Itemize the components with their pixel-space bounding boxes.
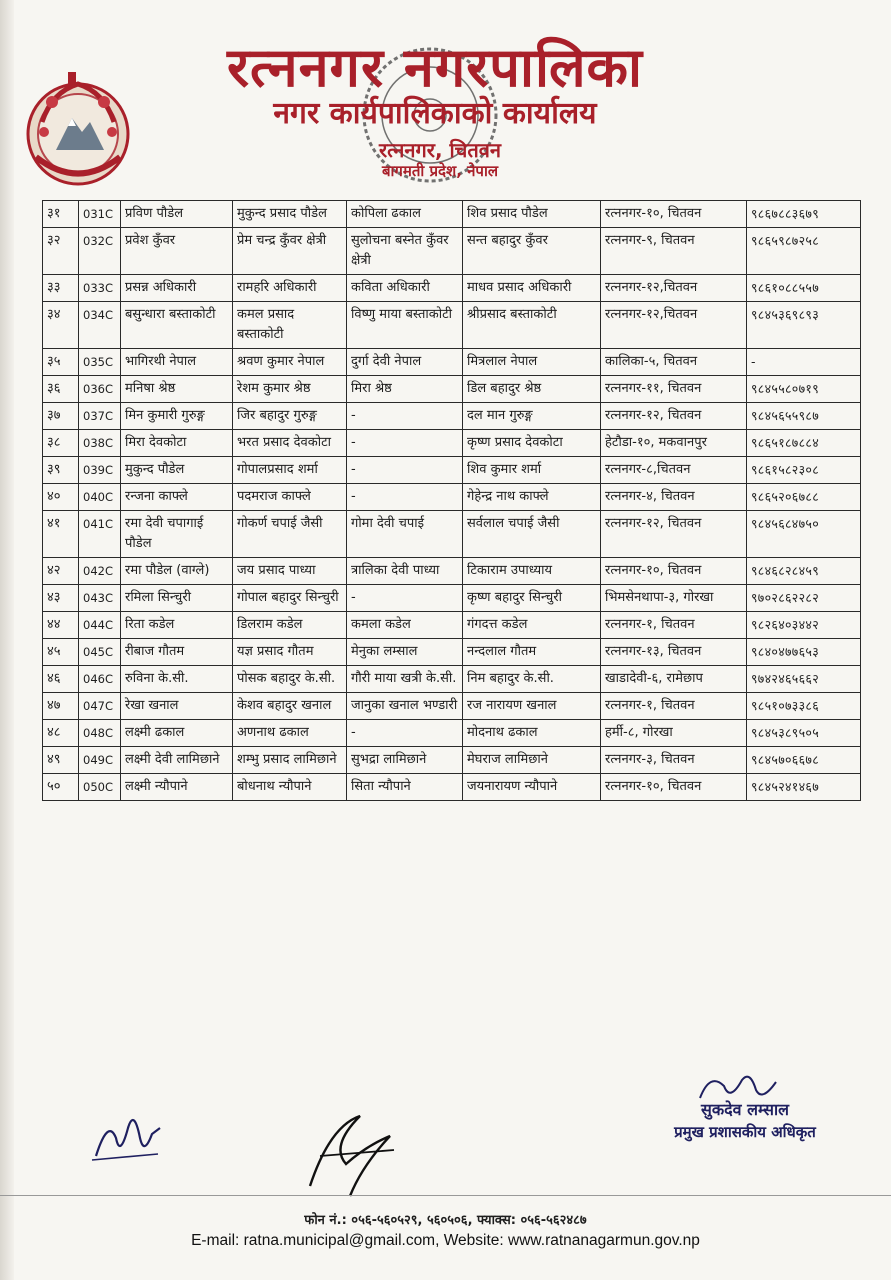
phone-number-cell: ९७०२८६२२८२: [747, 585, 861, 612]
phone-number-cell: ९८४५६५५९८७: [747, 403, 861, 430]
mother-name-cell: सुलोचना बस्नेत कुँवर क्षेत्री: [347, 228, 463, 275]
applicant-name-cell: रमिला सिन्चुरी: [121, 585, 233, 612]
address-cell: रत्ननगर-११, चितवन: [601, 376, 747, 403]
address-cell: रत्ननगर-१०, चितवन: [601, 201, 747, 228]
applicant-name-cell: रुविना के.सी.: [121, 666, 233, 693]
grandfather-name-cell: शिव प्रसाद पौडेल: [463, 201, 601, 228]
table-row: [43, 275, 861, 302]
grandfather-name-cell: गेहेन्द्र नाथ काफ्ले: [463, 484, 601, 511]
serial-number-cell: ४६: [43, 666, 79, 693]
applicant-name-cell: रेखा खनाल: [121, 693, 233, 720]
mother-name-cell: -: [347, 457, 463, 484]
mother-name-cell: मिरा श्रेष्ठ: [347, 376, 463, 403]
applicant-roster-table: [42, 200, 861, 801]
father-name-cell: यज्ञ प्रसाद गौतम: [233, 639, 347, 666]
applicant-code-cell: 037C: [79, 403, 121, 430]
father-name-cell: जय प्रसाद पाध्या: [233, 558, 347, 585]
serial-number-cell: ४२: [43, 558, 79, 585]
applicant-code-cell: 046C: [79, 666, 121, 693]
table-row: [43, 484, 861, 511]
serial-number-cell: ३३: [43, 275, 79, 302]
phone-number-cell: ९८६१०८८५५७: [747, 275, 861, 302]
grandfather-name-cell: जयनारायण न्यौपाने: [463, 774, 601, 801]
table-row: [43, 558, 861, 585]
applicant-code-cell: 047C: [79, 693, 121, 720]
grandfather-name-cell: टिकाराम उपाध्याय: [463, 558, 601, 585]
phone-number-cell: ९८६५१८७८८४: [747, 430, 861, 457]
officer-name: सुकदेव लम्साल: [701, 1100, 789, 1119]
applicant-code-cell: 032C: [79, 228, 121, 275]
table-row: [43, 376, 861, 403]
address-cell: रत्ननगर-८,चितवन: [601, 457, 747, 484]
phone-number-cell: ९८४५२४१४६७: [747, 774, 861, 801]
father-name-cell: बोधनाथ न्यौपाने: [233, 774, 347, 801]
grandfather-name-cell: कृष्ण प्रसाद देवकोटा: [463, 430, 601, 457]
table-row: [43, 693, 861, 720]
grandfather-name-cell: सर्वलाल चपाई जैसी: [463, 511, 601, 558]
mother-name-cell: त्रालिका देवी पाध्या: [347, 558, 463, 585]
serial-number-cell: ३५: [43, 349, 79, 376]
father-name-cell: मुकुन्द प्रसाद पौडेल: [233, 201, 347, 228]
serial-number-cell: ५०: [43, 774, 79, 801]
father-name-cell: पदमराज काफ्ले: [233, 484, 347, 511]
address-cell: हेटौडा-१०, मकवानपुर: [601, 430, 747, 457]
address-cell: हर्मी-८, गोरखा: [601, 720, 747, 747]
applicant-code-cell: 033C: [79, 275, 121, 302]
officer-title: प्रमुख प्रशासकीय अधिकृत: [674, 1123, 816, 1141]
father-name-cell: डिलराम कडेल: [233, 612, 347, 639]
address-cell: रत्ननगर-१०, चितवन: [601, 558, 747, 585]
address-cell: भिमसेनथापा-३, गोरखा: [601, 585, 747, 612]
mother-name-cell: कमला कडेल: [347, 612, 463, 639]
father-name-cell: गोपाल बहादुर सिन्चुरी: [233, 585, 347, 612]
grandfather-name-cell: माधव प्रसाद अधिकारी: [463, 275, 601, 302]
father-name-cell: श्रवण कुमार नेपाल: [233, 349, 347, 376]
footer-phone-fax: फोन नं.: ०५६-५६०५२९, ५६०५०६, फ्याक्स: ०५६-५६२४८७: [304, 1213, 587, 1228]
applicant-code-cell: 048C: [79, 720, 121, 747]
address-cell: खाडादेवी-६, रामेछाप: [601, 666, 747, 693]
applicant-code-cell: 043C: [79, 585, 121, 612]
mother-name-cell: -: [347, 720, 463, 747]
mother-name-cell: -: [347, 403, 463, 430]
applicant-code-cell: 044C: [79, 612, 121, 639]
applicant-name-cell: मनिषा श्रेष्ठ: [121, 376, 233, 403]
serial-number-cell: ३८: [43, 430, 79, 457]
mother-name-cell: गौरी माया खत्री के.सी.: [347, 666, 463, 693]
mother-name-cell: -: [347, 484, 463, 511]
serial-number-cell: ३२: [43, 228, 79, 275]
municipality-title: रत्ननगर नगरपालिका: [226, 36, 644, 99]
phone-number-cell: ९८४६८२८४५९: [747, 558, 861, 585]
father-name-cell: गोकर्ण चपाई जैसी: [233, 511, 347, 558]
phone-number-cell: ९८४५६८४७५०: [747, 511, 861, 558]
footer-divider: [0, 1195, 891, 1196]
office-subtitle: नगर कार्यपालिकाको कार्यालय: [273, 96, 597, 131]
table-row: [43, 457, 861, 484]
father-name-cell: रामहरि अधिकारी: [233, 275, 347, 302]
serial-number-cell: ४९: [43, 747, 79, 774]
applicant-name-cell: रमा पौडेल (वाग्ले): [121, 558, 233, 585]
applicant-name-cell: रमा देवी चपागाई पौडेल: [121, 511, 233, 558]
grandfather-name-cell: मित्रलाल नेपाल: [463, 349, 601, 376]
phone-number-cell: ९८२६४०३४४२: [747, 612, 861, 639]
applicant-name-cell: रीबाज गौतम: [121, 639, 233, 666]
table-row: [43, 666, 861, 693]
table-row: [43, 612, 861, 639]
grandfather-name-cell: शिव कुमार शर्मा: [463, 457, 601, 484]
serial-number-cell: ३४: [43, 302, 79, 349]
grandfather-name-cell: निम बहादुर के.सी.: [463, 666, 601, 693]
serial-number-cell: ४८: [43, 720, 79, 747]
grandfather-name-cell: दल मान गुरुङ्ग: [463, 403, 601, 430]
mother-name-cell: मेनुका लम्साल: [347, 639, 463, 666]
applicant-name-cell: मुकुन्द पौडेल: [121, 457, 233, 484]
applicant-name-cell: प्रसन्न अधिकारी: [121, 275, 233, 302]
province-line: बागमती प्रदेश, नेपाल: [381, 162, 499, 180]
office-address: रत्ननगर, चितवन: [378, 138, 502, 162]
phone-number-cell: ९८४५३६९८९३: [747, 302, 861, 349]
applicant-name-cell: बसुन्धारा बस्ताकोटी: [121, 302, 233, 349]
applicant-name-cell: लक्ष्मी न्यौपाने: [121, 774, 233, 801]
table-row: [43, 639, 861, 666]
phone-number-cell: -: [747, 349, 861, 376]
table-row: [43, 511, 861, 558]
mother-name-cell: गोमा देवी चपाई: [347, 511, 463, 558]
phone-number-cell: ९८६५२०६७८८: [747, 484, 861, 511]
phone-number-cell: ९८६७८८३६७९: [747, 201, 861, 228]
address-cell: रत्ननगर-१२, चितवन: [601, 511, 747, 558]
table-row: [43, 585, 861, 612]
table-row: [43, 430, 861, 457]
serial-number-cell: ४१: [43, 511, 79, 558]
address-cell: रत्ननगर-१, चितवन: [601, 612, 747, 639]
address-cell: रत्ननगर-९, चितवन: [601, 228, 747, 275]
phone-number-cell: ९८४५३८९५०५: [747, 720, 861, 747]
table-row: [43, 774, 861, 801]
mother-name-cell: सिता न्यौपाने: [347, 774, 463, 801]
phone-number-cell: ९७४२४६५६६२: [747, 666, 861, 693]
applicant-name-cell: लक्ष्मी देवी लामिछाने: [121, 747, 233, 774]
applicant-name-cell: प्रविण पौडेल: [121, 201, 233, 228]
phone-number-cell: ९८४५७०६६७८: [747, 747, 861, 774]
address-cell: रत्ननगर-१२, चितवन: [601, 403, 747, 430]
grandfather-name-cell: मोदनाथ ढकाल: [463, 720, 601, 747]
address-cell: रत्ननगर-४, चितवन: [601, 484, 747, 511]
serial-number-cell: ३१: [43, 201, 79, 228]
table-row: [43, 302, 861, 349]
grandfather-name-cell: सन्त बहादुर कुँवर: [463, 228, 601, 275]
serial-number-cell: ४५: [43, 639, 79, 666]
mother-name-cell: -: [347, 430, 463, 457]
phone-number-cell: ९८४०४७७६५३: [747, 639, 861, 666]
applicant-code-cell: 039C: [79, 457, 121, 484]
applicant-name-cell: भागिरथी नेपाल: [121, 349, 233, 376]
serial-number-cell: ४०: [43, 484, 79, 511]
father-name-cell: भरत प्रसाद देवकोटा: [233, 430, 347, 457]
serial-number-cell: ३६: [43, 376, 79, 403]
applicant-name-cell: प्रवेश कुँवर: [121, 228, 233, 275]
applicant-code-cell: 050C: [79, 774, 121, 801]
address-cell: रत्ननगर-१२,चितवन: [601, 302, 747, 349]
address-cell: रत्ननगर-३, चितवन: [601, 747, 747, 774]
serial-number-cell: ४३: [43, 585, 79, 612]
applicant-code-cell: 045C: [79, 639, 121, 666]
mother-name-cell: विष्णु माया बस्ताकोटी: [347, 302, 463, 349]
grandfather-name-cell: मेघराज लामिछाने: [463, 747, 601, 774]
applicant-name-cell: मिरा देवकोटा: [121, 430, 233, 457]
applicant-name-cell: लक्ष्मी ढकाल: [121, 720, 233, 747]
father-name-cell: केशव बहादुर खनाल: [233, 693, 347, 720]
applicant-code-cell: 035C: [79, 349, 121, 376]
phone-number-cell: ९८४५५८०७१९: [747, 376, 861, 403]
applicant-code-cell: 042C: [79, 558, 121, 585]
phone-number-cell: ९८६५९८७२५८: [747, 228, 861, 275]
address-cell: रत्ननगर-१३, चितवन: [601, 639, 747, 666]
father-name-cell: रेशम कुमार श्रेष्ठ: [233, 376, 347, 403]
applicant-code-cell: 049C: [79, 747, 121, 774]
phone-number-cell: ९८६१५८२३०८: [747, 457, 861, 484]
applicant-code-cell: 040C: [79, 484, 121, 511]
mother-name-cell: जानुका खनाल भण्डारी: [347, 693, 463, 720]
applicant-code-cell: 034C: [79, 302, 121, 349]
address-cell: रत्ननगर-१२,चितवन: [601, 275, 747, 302]
member-signature-center: [290, 1106, 410, 1201]
address-cell: रत्ननगर-१०, चितवन: [601, 774, 747, 801]
mother-name-cell: सुभद्रा लामिछाने: [347, 747, 463, 774]
grandfather-name-cell: नन्दलाल गौतम: [463, 639, 601, 666]
grandfather-name-cell: डिल बहादुर श्रेष्ठ: [463, 376, 601, 403]
mother-name-cell: दुर्गा देवी नेपाल: [347, 349, 463, 376]
mother-name-cell: कविता अधिकारी: [347, 275, 463, 302]
father-name-cell: कमल प्रसाद बस्ताकोटी: [233, 302, 347, 349]
father-name-cell: शम्भु प्रसाद लामिछाने: [233, 747, 347, 774]
father-name-cell: पोसक बहादुर के.सी.: [233, 666, 347, 693]
father-name-cell: जिर बहादुर गुरुङ्ग: [233, 403, 347, 430]
father-name-cell: प्रेम चन्द्र कुँवर क्षेत्री: [233, 228, 347, 275]
mother-name-cell: -: [347, 585, 463, 612]
applicant-code-cell: 041C: [79, 511, 121, 558]
serial-number-cell: ३७: [43, 403, 79, 430]
grandfather-name-cell: गंगदत्त कडेल: [463, 612, 601, 639]
footer-email-website: E-mail: ratna.municipal@gmail.com, Website: www.ratnanagarmun.gov.np: [191, 1232, 700, 1249]
page-edge: [0, 0, 14, 1280]
phone-number-cell: ९८५१०७३३८६: [747, 693, 861, 720]
applicant-name-cell: रिता कडेल: [121, 612, 233, 639]
applicant-name-cell: रन्जना काफ्ले: [121, 484, 233, 511]
nepal-government-emblem: [22, 62, 134, 202]
applicant-code-cell: 031C: [79, 201, 121, 228]
applicant-code-cell: 038C: [79, 430, 121, 457]
grandfather-name-cell: कृष्ण बहादुर सिन्चुरी: [463, 585, 601, 612]
serial-number-cell: ३९: [43, 457, 79, 484]
grandfather-name-cell: श्रीप्रसाद बस्ताकोटी: [463, 302, 601, 349]
address-cell: रत्ननगर-१, चितवन: [601, 693, 747, 720]
applicant-name-cell: मिन कुमारी गुरुङ्ग: [121, 403, 233, 430]
table-row: [43, 720, 861, 747]
table-row: [43, 228, 861, 275]
table-row: [43, 201, 861, 228]
father-name-cell: गोपालप्रसाद शर्मा: [233, 457, 347, 484]
applicant-code-cell: 036C: [79, 376, 121, 403]
serial-number-cell: ४७: [43, 693, 79, 720]
table-row: [43, 747, 861, 774]
serial-number-cell: ४४: [43, 612, 79, 639]
address-cell: कालिका-५, चितवन: [601, 349, 747, 376]
member-signature-left: [88, 1098, 168, 1168]
grandfather-name-cell: रज नारायण खनाल: [463, 693, 601, 720]
father-name-cell: अणनाथ ढकाल: [233, 720, 347, 747]
mother-name-cell: कोपिला ढकाल: [347, 201, 463, 228]
table-row: [43, 403, 861, 430]
table-row: [43, 349, 861, 376]
roster-body: [43, 201, 861, 801]
